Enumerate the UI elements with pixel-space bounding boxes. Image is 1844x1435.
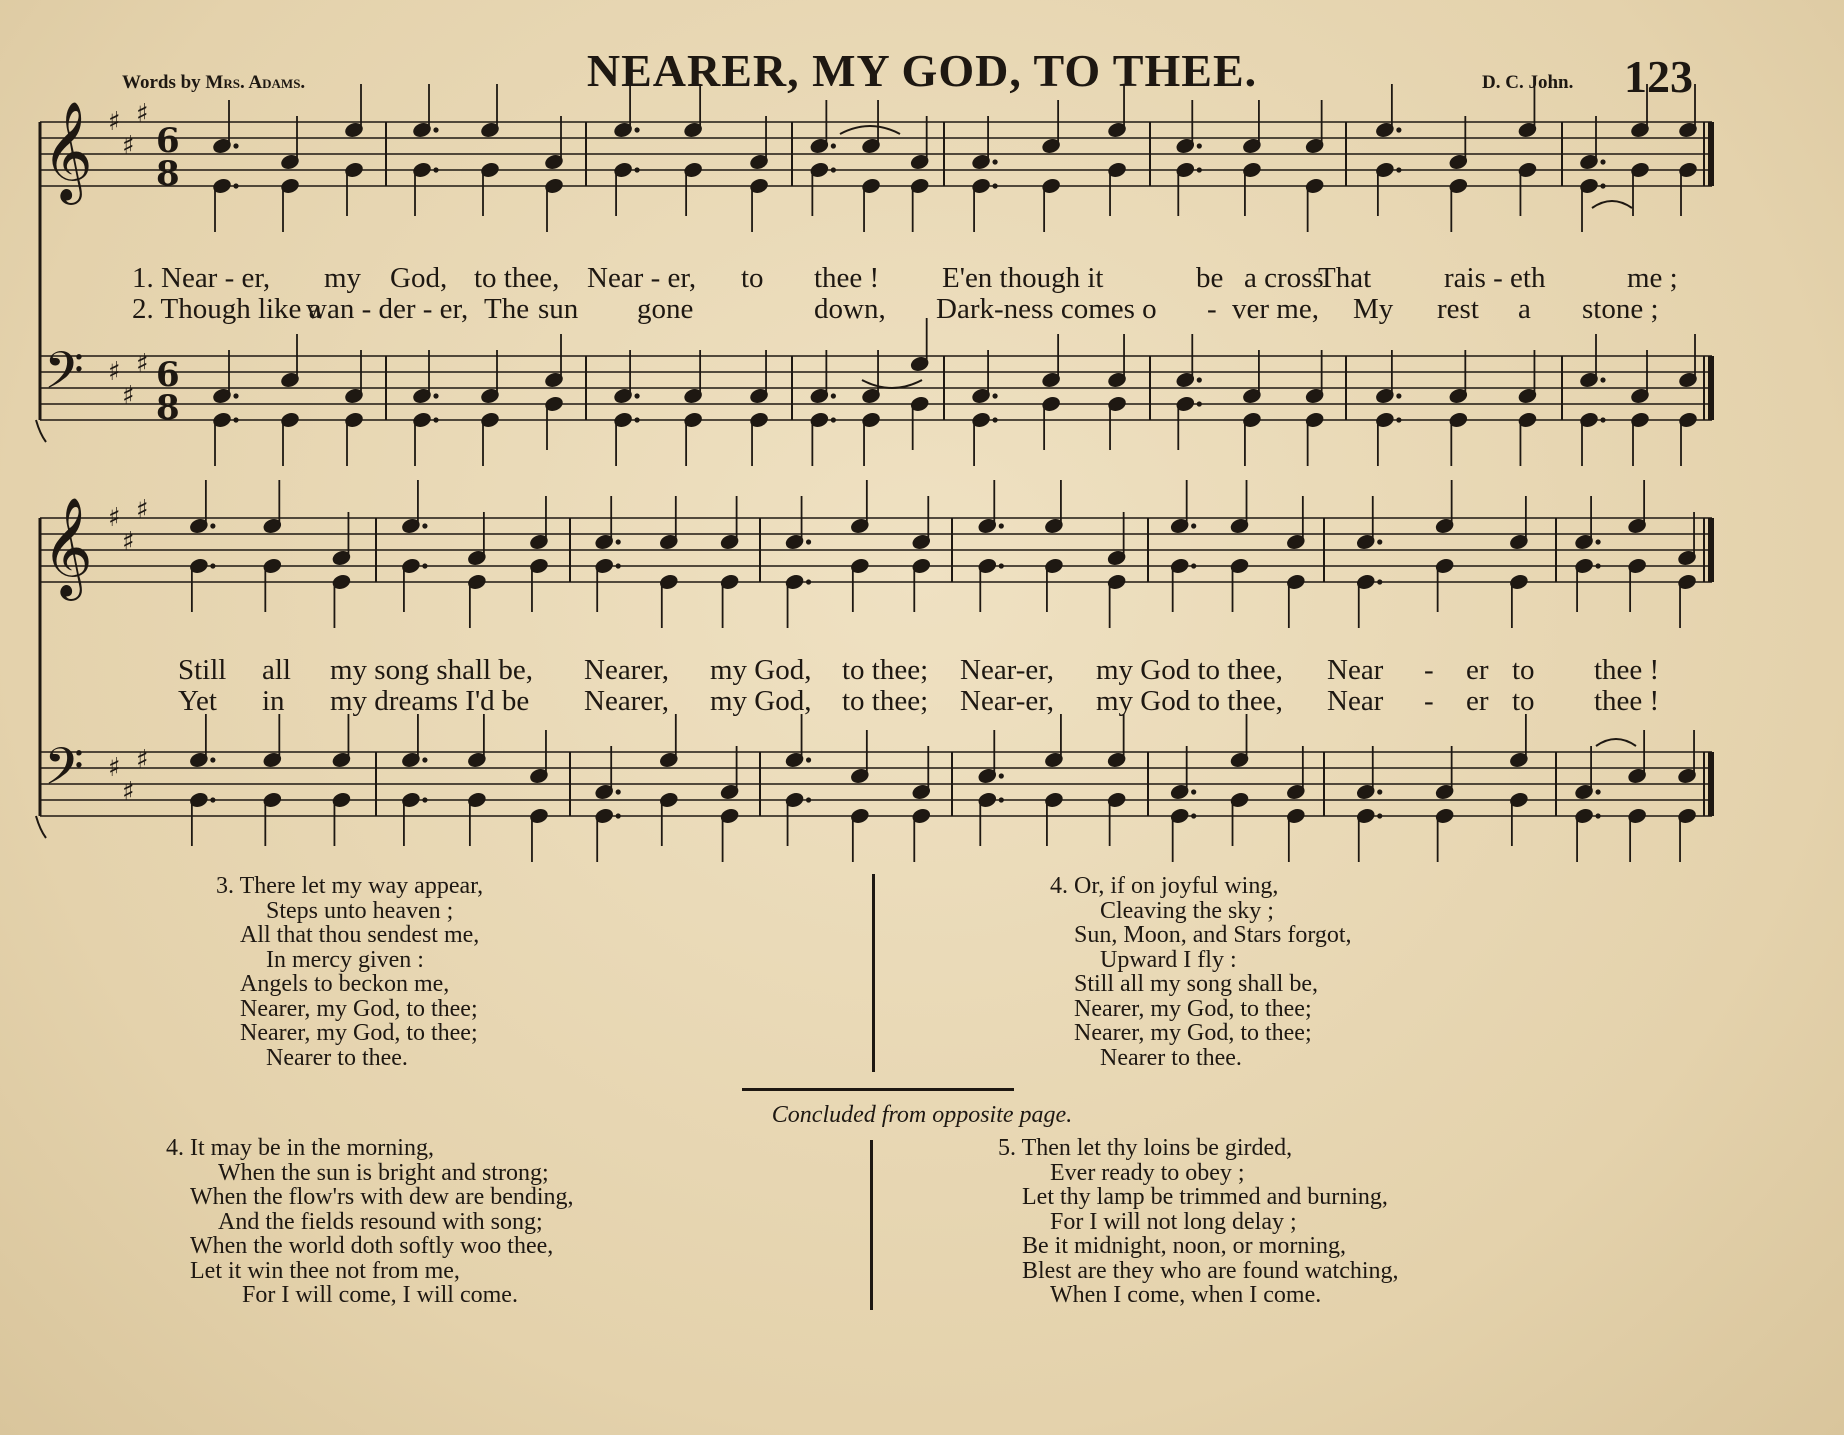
augmentation-dot [433, 393, 438, 398]
lyric-syllable: to thee; [842, 685, 929, 717]
augmentation-dot [1377, 579, 1382, 584]
augmentation-dot [1377, 813, 1382, 818]
augmentation-dot [433, 167, 438, 172]
lyric-syllable: My [1353, 293, 1394, 325]
lyric-syllable: my dreams I'd be [330, 685, 530, 717]
tie [1596, 739, 1636, 746]
augmentation-dot [1197, 143, 1202, 148]
lyric-syllable: rais - eth [1444, 262, 1546, 294]
lyric-syllable: my God to thee, [1096, 654, 1283, 686]
augmentation-dot [1600, 159, 1605, 164]
augmentation-dot [1595, 813, 1600, 818]
tie [862, 380, 922, 388]
lyric-syllable: to [1512, 685, 1535, 717]
augmentation-dot [806, 757, 811, 762]
lyric-syllable: gone [637, 293, 694, 325]
augmentation-dot [806, 539, 811, 544]
augmentation-dot [1191, 523, 1196, 528]
tie [1592, 201, 1632, 208]
augmentation-dot [1191, 789, 1196, 794]
sharp-sign: ♯ [122, 381, 135, 411]
augmentation-dot [1600, 377, 1605, 382]
lyric-syllable: to thee; [842, 654, 929, 686]
augmentation-dot [233, 417, 238, 422]
page-number: 123 [1624, 51, 1693, 102]
sharp-sign: ♯ [136, 349, 149, 379]
augmentation-dot [992, 159, 997, 164]
lyric-syllable: be [1196, 262, 1224, 294]
augmentation-dot [1197, 377, 1202, 382]
lyric-syllable: E'en though it [942, 262, 1104, 294]
lyric-syllable: ver me, [1232, 293, 1319, 325]
lyric-syllable: Near-er, [960, 654, 1055, 686]
augmentation-dot [616, 813, 621, 818]
lyric-syllable: Dark-ness comes o [936, 293, 1157, 325]
lyric-syllable: sun [538, 293, 579, 325]
augmentation-dot [831, 143, 836, 148]
augmentation-dot [634, 417, 639, 422]
augmentation-dot [999, 797, 1004, 802]
sharp-sign: ♯ [136, 745, 149, 775]
augmentation-dot [422, 757, 427, 762]
treble-clef: 𝄞 [42, 101, 93, 201]
augmentation-dot [233, 183, 238, 188]
lyric-syllable: God, [390, 262, 448, 294]
augmentation-dot [634, 393, 639, 398]
sharp-sign: ♯ [108, 503, 121, 533]
augmentation-dot [999, 563, 1004, 568]
augmentation-dot [1377, 539, 1382, 544]
stanza-3: 3. There let my way appear, Steps unto heaven ; All that thou sendest me, In mercy given : Angels to beckon me, Nearer, my God, to thee; Nearer, my God, to thee; Nearer to thee. [216, 873, 484, 1071]
lyric-syllable: wan - der - er, [306, 293, 469, 325]
augmentation-dot [616, 789, 621, 794]
lyric-syllable: to [1512, 654, 1535, 686]
lyric-syllable: down, [814, 293, 886, 325]
augmentation-dot [999, 773, 1004, 778]
augmentation-dot [992, 393, 997, 398]
augmentation-dot [806, 579, 811, 584]
augmentation-dot [422, 797, 427, 802]
augmentation-dot [233, 143, 238, 148]
lyric-syllable: 2. Though like a [132, 293, 322, 325]
augmentation-dot [1600, 183, 1605, 188]
bass-clef: 𝄢 [44, 736, 84, 809]
lyric-syllable: - [1424, 685, 1434, 717]
augmentation-dot [210, 563, 215, 568]
augmentation-dot [1197, 167, 1202, 172]
augmentation-dot [831, 393, 836, 398]
sharp-sign: ♯ [122, 527, 135, 557]
augmentation-dot [1191, 563, 1196, 568]
stanza-divider [872, 874, 875, 1072]
words-credit: Words by Mrs. Adams. [122, 72, 306, 93]
augmentation-dot [1197, 401, 1202, 406]
stanza-4: 4. Or, if on joyful wing, Cleaving the sky ; Sun, Moon, and Stars forgot, Upward I fly : Still all my song shall be, Nearer, my God, to thee; Nearer, my God, to thee; Nearer to thee. [1050, 873, 1352, 1071]
section-rule [742, 1088, 1014, 1091]
lyric-syllable: Still [178, 654, 227, 686]
lyric-syllable: rest [1437, 293, 1479, 325]
lyric-syllable: That [1318, 262, 1372, 294]
lyric-syllable: thee ! [814, 262, 880, 294]
time-sig-top: 6 [156, 121, 180, 161]
augmentation-dot [210, 797, 215, 802]
augmentation-dot [992, 183, 997, 188]
final-barline-thick [1708, 518, 1714, 582]
lyric-syllable: Nearer, [584, 685, 669, 717]
lyric-syllable: a [1518, 293, 1531, 325]
augmentation-dot [999, 523, 1004, 528]
concluded-stanza-4: 4. It may be in the morning, When the sun is bright and strong; When the flow'rs with dew are bending, And the fields resound with song; When the world doth softly woo thee, Let it win thee not from me, For I will come, I will come. [166, 1135, 574, 1308]
lyric-syllable: The [484, 293, 530, 325]
lyric-syllable: my song shall be, [330, 654, 533, 686]
augmentation-dot [1600, 417, 1605, 422]
tie [840, 126, 900, 134]
lyric-syllable: er [1466, 654, 1489, 686]
augmentation-dot [616, 563, 621, 568]
time-sig-top: 6 [156, 355, 180, 395]
augmentation-dot [233, 393, 238, 398]
augmentation-dot [1377, 789, 1382, 794]
augmentation-dot [992, 417, 997, 422]
augmentation-dot [616, 539, 621, 544]
lyric-syllable: er [1466, 685, 1489, 717]
augmentation-dot [1595, 539, 1600, 544]
lyric-syllable: me ; [1627, 262, 1678, 294]
lyric-syllable: to [741, 262, 764, 294]
lyric-syllable: Yet [178, 685, 217, 717]
lyric-syllable: stone ; [1582, 293, 1659, 325]
brace-end [36, 816, 46, 838]
sharp-sign: ♯ [108, 753, 121, 783]
sharp-sign: ♯ [136, 495, 149, 525]
treble-clef: 𝄞 [42, 497, 93, 597]
augmentation-dot [1396, 167, 1401, 172]
lyric-syllable: - [1424, 654, 1434, 686]
hymn-title: NEARER, MY GOD, TO THEE. [586, 45, 1258, 96]
sharp-sign: ♯ [122, 131, 135, 161]
final-barline-thick [1708, 752, 1714, 816]
augmentation-dot [1595, 789, 1600, 794]
lyric-syllable: my God to thee, [1096, 685, 1283, 717]
lyric-syllable: Near - er, [587, 262, 697, 294]
lyric-syllable: Near-er, [960, 685, 1055, 717]
time-sig-bottom: 8 [156, 388, 180, 428]
music-credit: D. C. John. [1482, 72, 1574, 93]
lyric-syllable: my God, [710, 654, 812, 686]
augmentation-dot [210, 523, 215, 528]
concluded-stanza-5: 5. Then let thy loins be girded, Ever ready to obey ; Let thy lamp be trimmed and burning, For I will not long delay ; Be it midnight, noon, or morning, Blest are they who are found watching, When I come, when I come. [998, 1135, 1399, 1308]
augmentation-dot [1396, 417, 1401, 422]
augmentation-dot [433, 127, 438, 132]
lyric-syllable: Near [1327, 654, 1384, 686]
lyric-syllable: - [1207, 293, 1217, 325]
brace-end [36, 420, 46, 442]
time-sig-bottom: 8 [156, 154, 180, 194]
augmentation-dot [806, 797, 811, 802]
augmentation-dot [433, 417, 438, 422]
sharp-sign: ♯ [108, 357, 121, 387]
augmentation-dot [634, 127, 639, 132]
augmentation-dot [1595, 563, 1600, 568]
augmentation-dot [831, 167, 836, 172]
lyric-syllable: in [262, 685, 285, 717]
lyric-syllable: to thee, [474, 262, 560, 294]
augmentation-dot [210, 757, 215, 762]
final-barline-thick [1708, 356, 1714, 420]
lyric-syllable: a cross [1244, 262, 1324, 294]
concluded-divider [870, 1140, 873, 1310]
lyric-syllable: Nearer, [584, 654, 669, 686]
augmentation-dot [1191, 813, 1196, 818]
final-barline-thick [1708, 122, 1714, 186]
lyric-syllable: my God, [710, 685, 812, 717]
lyric-syllable: all [262, 654, 291, 686]
augmentation-dot [1396, 393, 1401, 398]
concluded-caption: Concluded from opposite page. [771, 1102, 1073, 1128]
bass-clef: 𝄢 [44, 340, 84, 413]
augmentation-dot [422, 563, 427, 568]
sharp-sign: ♯ [136, 99, 149, 129]
augmentation-dot [422, 523, 427, 528]
lyric-syllable: my [324, 262, 362, 294]
augmentation-dot [831, 417, 836, 422]
sharp-sign: ♯ [122, 777, 135, 807]
sharp-sign: ♯ [108, 107, 121, 137]
augmentation-dot [1396, 127, 1401, 132]
lyric-syllable: Near [1327, 685, 1384, 717]
augmentation-dot [634, 167, 639, 172]
lyric-syllable: thee ! [1594, 654, 1660, 686]
lyric-syllable: thee ! [1594, 685, 1660, 717]
lyric-syllable: 1. Near - er, [132, 262, 271, 294]
